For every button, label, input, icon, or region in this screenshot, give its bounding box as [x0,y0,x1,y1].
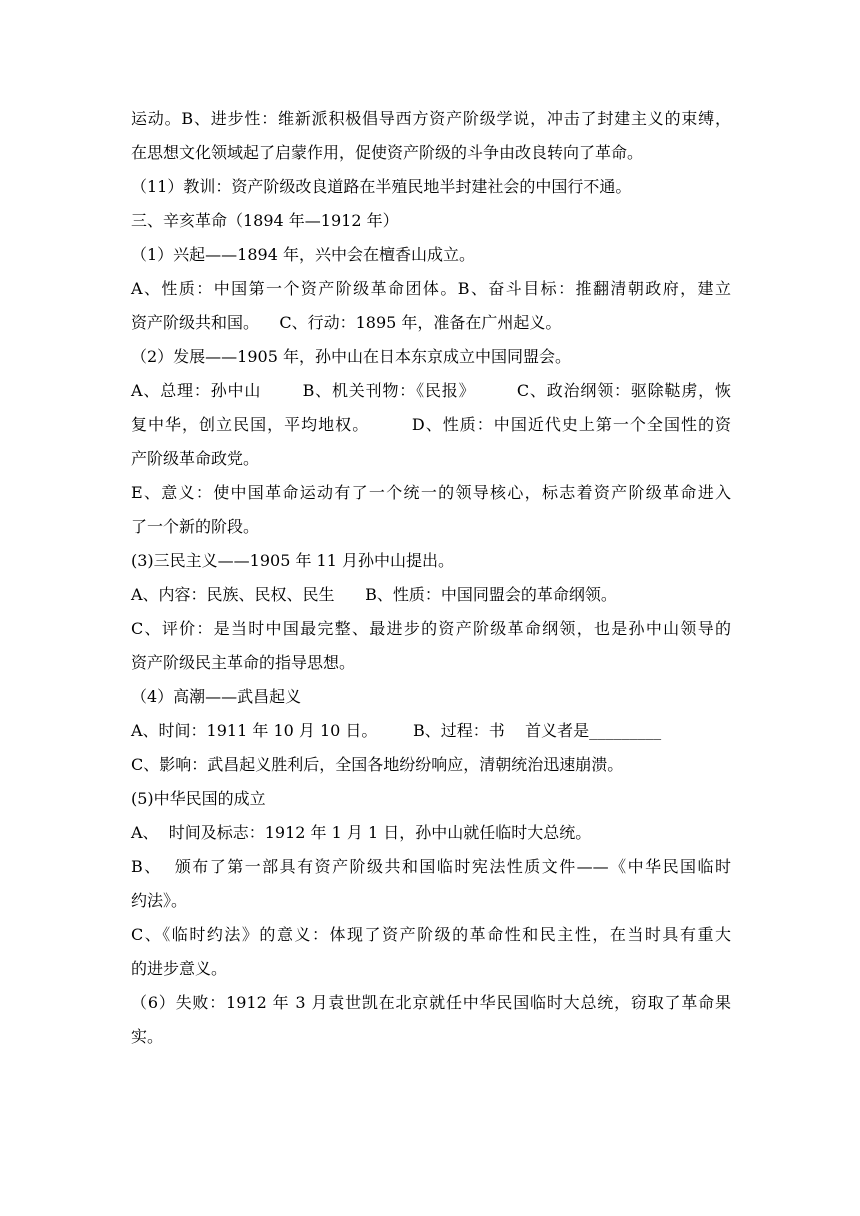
text-line: 约法》。 [131,891,188,910]
text-line: (5)中华民国的成立 [131,789,266,808]
text-line: 实。 [131,1027,164,1046]
text-line: A、性质：中国第一个资产阶级革命团体。B、奋斗目标：推翻清朝政府，建立 [131,279,731,298]
text-line: C、《临时约法》的意义：体现了资产阶级的革命性和民主性，在当时具有重大 [131,925,731,944]
text-line: （6）失败：1912 年 3 月袁世凯在北京就任中华民国临时大总统，窃取了革命果 [131,993,731,1012]
text-line: 在思想文化领域起了启蒙作用，促使资产阶级的斗争由改良转向了革命。 [131,143,644,162]
text-line: （11）教训：资产阶级改良道路在半殖民地半封建社会的中国行不通。 [131,177,632,196]
text-line: A、总理：孙中山 B、机关刊物：《民报》 C、政治纲领：驱除鞑虏，恢 [131,381,731,400]
text-line: B、 颁布了第一部具有资产阶级共和国临时宪法性质文件——《中华民国临时 [131,857,731,876]
text-line: 了一个新的阶段。 [131,517,260,536]
text-line: 复中华，创立民国，平均地权。 D、性质：中国近代史上第一个全国性的资 [131,415,731,434]
text-line: （2）发展——1905 年，孙中山在日本东京成立中国同盟会。 [131,347,571,366]
text-line: （4）高潮——武昌起义 [131,687,302,706]
text-line: A、 时间及标志：1912 年 1 月 1 日，孙中山就任临时大总统。 [131,823,592,842]
document-body [131,102,731,1054]
text-line: A、内容：民族、民权、民生 B、性质：中国同盟会的革命纲领。 [131,585,617,604]
text-line: 的进步意义。 [131,959,228,978]
text-line: C、评价：是当时中国最完整、最进步的资产阶级革命纲领，也是孙中山领导的 [131,619,731,638]
text-line: (3)三民主义——1905 年 11 月孙中山提出。 [131,551,455,570]
text-line: A、时间：1911 年 10 月 10 日。 B、过程：书 首义者是_________ [131,721,662,740]
text-line: 资产阶级民主革命的指导思想。 [131,653,356,672]
text-line: 资产阶级共和国。 C、行动：1895 年，准备在广州起义。 [131,313,562,332]
section-heading: 三、辛亥革命（1894 年—1912 年） [131,211,399,230]
text-line: E、意义：使中国革命运动有了一个统一的领导核心，标志着资产阶级革命进入 [131,483,731,502]
text-line: 产阶级革命政党。 [131,449,260,468]
text-line: （1）兴起——1894 年，兴中会在檀香山成立。 [131,245,475,264]
text-line: 运动。B、进步性：维新派积极倡导西方资产阶级学说，冲击了封建主义的束缚， [131,109,731,128]
text-line: C、影响：武昌起义胜利后，全国各地纷纷响应，清朝统治迅速崩溃。 [131,755,624,774]
